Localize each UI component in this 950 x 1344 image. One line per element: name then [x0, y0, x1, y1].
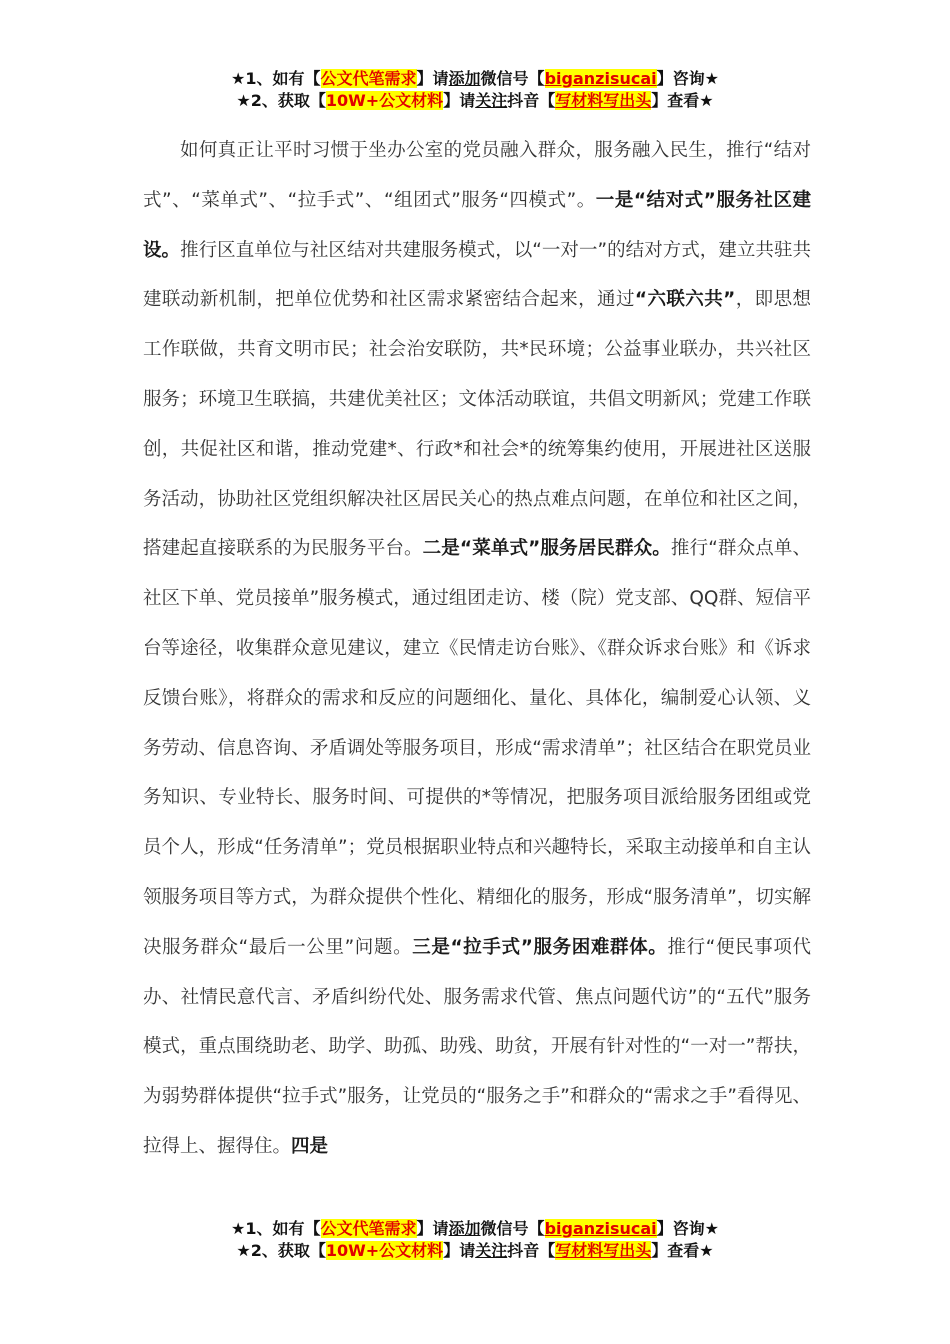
section-heading-3: 三是“拉手式”服务困难群体。: [412, 936, 668, 958]
douyin-account-link[interactable]: 写材料写出头: [555, 1241, 652, 1260]
body-text: 如何真正让平时习惯于坐办公室的党员融入群众，服务融入民生，推行“结对式”、“菜单式”、“拉手式”、“组团式”服务“四模式”。: [143, 140, 811, 211]
banner-text: 】请: [443, 91, 476, 110]
banner-line-1: [0, 1218, 950, 1240]
banner-underline-text: 关注: [475, 91, 508, 110]
banner-text: 】请: [416, 69, 449, 88]
body-text: 推行区直单位与社区结对共建服务模式，以“一对一”的结对方式，建立共驻共建联动新机制，把单位优势和社区需求紧密结合起来，通过: [143, 239, 811, 311]
banner-text: ★2、获取【: [236, 1241, 326, 1260]
banner-text: ★1、如有【: [231, 69, 321, 88]
highlight-materials: 10W+公文材料: [325, 1241, 444, 1260]
banner-text: 】请: [416, 1219, 449, 1238]
section-heading-1: 一是“结对式”服务社区建设。: [143, 189, 811, 261]
body-text: 推行“群众点单、社区下单、党员接单”服务模式，通过组团走访、楼（院）党支部、QQ群、短信平台等途径，收集群众意见建议，建立《民情走访台账》、《群众诉求台账》和《诉求反馈台账》，将群众的需求和反应的问题细化、量化、具体化，编制爱心认领、义务劳动、信息咨询、矛盾调处等服务项目，形成“需求清单”；社区结合在职党员业务知识、专业特长、服务时间、可提供的*等情况，把服务项目派给服务团组或党员个人，形成“任务清单”；党员根据职业特点和兴趣特长，采取主动接单和自主认领服务项目等方式，为群众提供个性化、精细化的服务，形成“服务清单”，切实解决服务群众“最后一公里”问题。: [143, 538, 811, 958]
section-heading-2: 二是“菜单式”服务居民群众。: [422, 538, 671, 560]
banner-text: 】查看★: [651, 91, 714, 110]
banner-text: 抖音【: [507, 91, 556, 110]
banner-line-2: [0, 1240, 950, 1262]
document-body: [143, 126, 811, 1172]
banner-text: 】咨询★: [656, 1219, 719, 1238]
banner-text: 微信号【: [480, 1219, 545, 1238]
highlight-service: 公文代笔需求: [320, 1219, 417, 1238]
section-heading-4: 四是: [291, 1135, 329, 1157]
banner-text: ★2、获取【: [236, 91, 326, 110]
banner-line-1: [0, 68, 950, 90]
header-banner: [0, 68, 950, 112]
douyin-account-link[interactable]: 写材料写出头: [555, 91, 652, 110]
footer-banner: [0, 1218, 950, 1262]
banner-text: 】咨询★: [656, 69, 719, 88]
banner-line-2: [0, 90, 950, 112]
banner-text: 】请: [443, 1241, 476, 1260]
highlight-service: 公文代笔需求: [320, 69, 417, 88]
banner-text: ★1、如有【: [231, 1219, 321, 1238]
body-text: ，即思想工作联做，共育文明市民；社会治安联防，共*民环境；公益事业联办，共兴社区服务；环境卫生联搞，共建优美社区；文体活动联谊，共倡文明新风；党建工作联创，共促社区和谐，推动党建*、行政*和社会*的统筹集约使用，开展进社区送服务活动，协助社区党组织解决社区居民关心的热点难点问题，在单位和社区之间，搭建起直接联系的为民服务平台。: [143, 289, 811, 560]
body-text: 推行“便民事项代办、社情民意代言、矛盾纠纷代处、服务需求代管、焦点问题代访”的“五代”服务模式，重点围绕助老、助学、助孤、助残、助贫，开展有针对性的“一对一”帮扶，为弱势群体提供“拉手式”服务，让党员的“服务之手”和群众的“需求之手”看得见、拉得上、握得住。: [143, 936, 812, 1157]
highlight-materials: 10W+公文材料: [325, 91, 444, 110]
bold-term: “六联六共”: [634, 289, 736, 311]
banner-underline-text: 关注: [475, 1241, 508, 1260]
body-paragraph: [143, 126, 811, 1172]
banner-text: 抖音【: [507, 1241, 556, 1260]
banner-underline-text: 添加: [448, 69, 481, 88]
banner-underline-text: 添加: [448, 1219, 481, 1238]
wechat-id-link[interactable]: biganzisucai: [544, 69, 657, 88]
banner-text: 微信号【: [480, 69, 545, 88]
wechat-id-link[interactable]: biganzisucai: [544, 1219, 657, 1238]
banner-text: 】查看★: [651, 1241, 714, 1260]
